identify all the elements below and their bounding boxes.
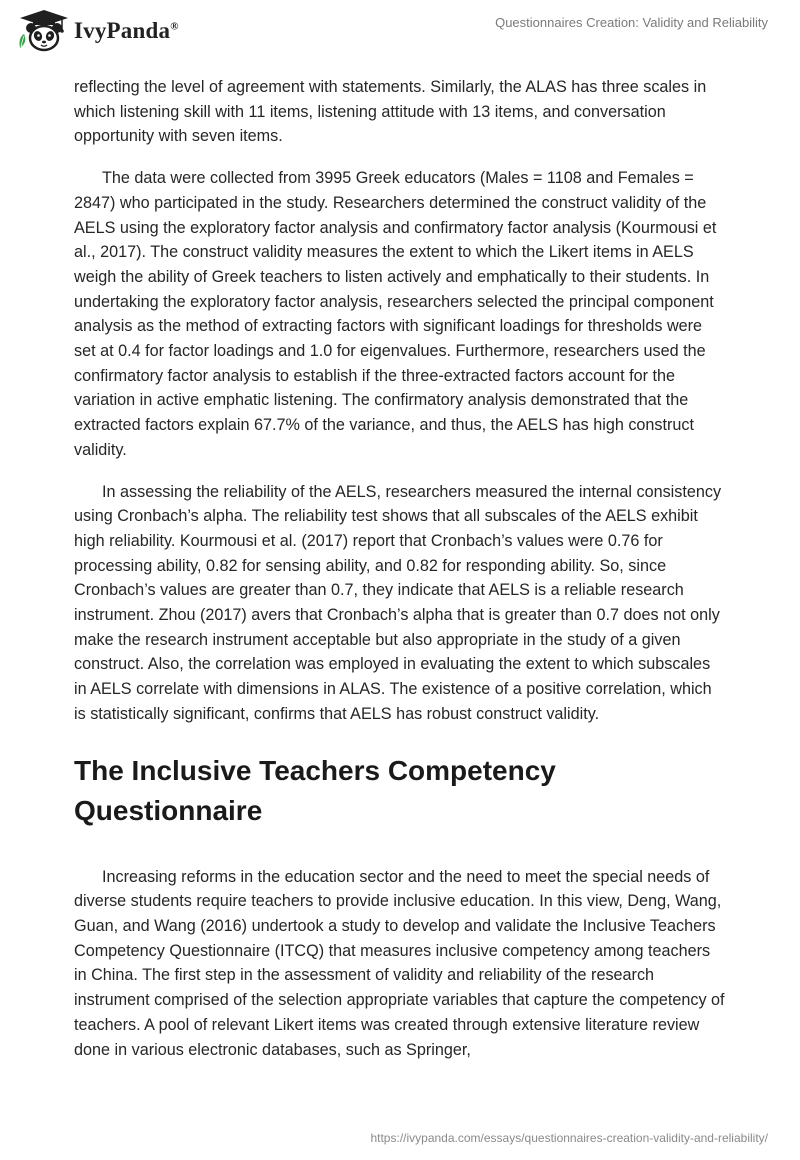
body-paragraph: Increasing reforms in the education sector and the need to meet the special needs of diverse students require teachers to provide inclusive education. In this view, Deng, Wang, Guan, and Wang (2016) undertook a study to develop and validate the Inclusive Teachers Competency Questionnaire (ITCQ) that measures inclusive competency among teachers in China. The first step in the assessment of validity and reliability of the research instrument comprised of the selection appropriate variables that capture the competency of teachers. A pool of relevant Likert items was created through extensive literature review done in various electronic databases, such as Springer, xyxy=(74,867,725,1059)
body-paragraph: The data were collected from 3995 Greek educators (Males = 1108 and Females = 2847) who participated in the study. Researchers determined the construct validity of the AELS using the exploratory factor analysis and confirmatory factor analysis (Kourmousi et al., 2017). The construct validity measures the extent to which the Likert items in AELS weigh the ability of Greek teachers to listen actively and emphatically to their students. In undertaking the exploratory factor analysis, researchers selected the principal component analysis as the method of extracting factors with significant loadings for thresholds were set at 0.4 for factor loadings and 1.0 for eigenvalues. Furthermore, researchers used the confirmatory factor analysis to establish if the three-extracted factors account for the variation in active emphatic listening. The confirmatory analysis demonstrated that the extracted factors explain 67.7% of the variance, and thus, the AELS has high construct validity. xyxy=(74,169,717,459)
body-paragraph: In assessing the reliability of the AELS, researchers measured the internal consistency using Cronbach’s alpha. The reliability test shows that all subscales of the AELS exhibit high reliability. Kourmousi et al. (2017) report that Cronbach’s values were 0.76 for processing ability, 0.82 for sensing ability, and 0.82 for responding ability. So, since Cronbach’s values are greater than 0.7, they indicate that AELS is a reliable research instrument. Zhou (2017) avers that Cronbach’s alpha that is greater than 0.7 does not only make the research instrument acceptable but also appropriate in the study of a given construct. Also, the correlation was employed in evaluating the extent to which subscales in AELS correlate with dimensions in ALAS. The existence of a positive correlation, which is statistically significant, confirms that AELS has robust construct validity. xyxy=(74,482,722,723)
page-header xyxy=(0,0,800,70)
body-paragraph: reflecting the level of agreement with statements. Similarly, the ALAS has three scales in which listening skill with 11 items, listening attitude with 13 items, and conversation opportunity with seven items. xyxy=(74,78,707,146)
brand-name: IvyPanda® xyxy=(74,18,179,43)
panda-graduate-icon xyxy=(16,8,72,54)
essay-content xyxy=(74,75,726,1062)
source-url[interactable]: https://ivypanda.com/essays/questionnaires-creation-validity-and-reliability/ xyxy=(370,1131,768,1145)
section-heading: The Inclusive Teachers Competency Questionnaire xyxy=(74,754,556,826)
ivypanda-logo[interactable] xyxy=(16,8,179,54)
document-title: Questionnaires Creation: Validity and Reliability xyxy=(495,15,768,30)
